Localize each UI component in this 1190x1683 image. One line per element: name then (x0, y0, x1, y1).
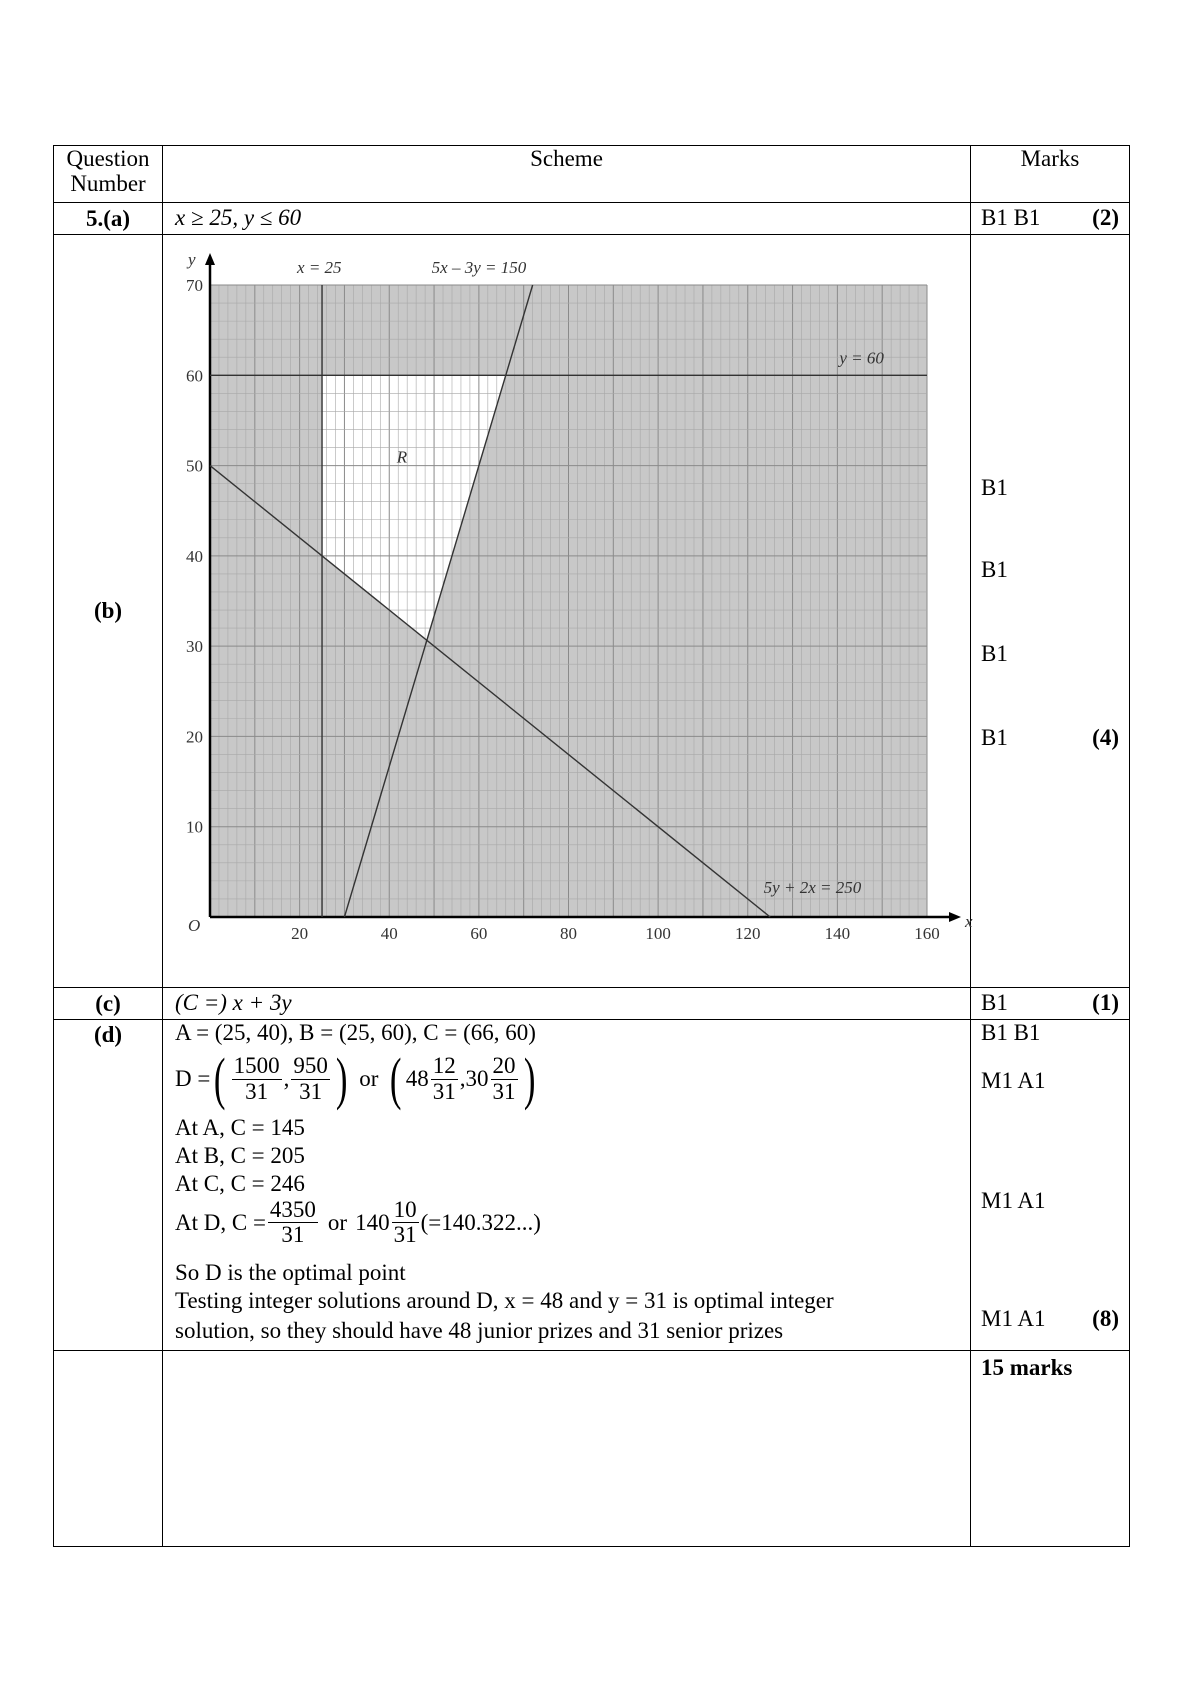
qn-line2: Number (70, 171, 146, 196)
d-frac1: $\frac{1500}{31}$ (233, 1053, 280, 1104)
part-c-label: (c) (54, 988, 163, 1020)
y-tick-label: 40 (186, 546, 203, 566)
part-d-mark-4: M1 A1 (981, 1306, 1046, 1331)
y-axis-arrow (205, 253, 215, 265)
part-b-row (54, 235, 1130, 988)
or-text-2: or (327, 1209, 348, 1235)
d-prefix: D = (175, 1066, 211, 1091)
part-a-label: 5.(a) (54, 203, 163, 235)
x-tick-label: 80 (560, 924, 577, 943)
part-c-marks (971, 988, 1130, 1020)
part-d-mark-1: B1 B1 (981, 1020, 1041, 1045)
part-d-row (54, 1020, 1130, 1351)
part-a-marks (971, 203, 1130, 235)
part-c-mark: B1 (981, 990, 1008, 1015)
part-d-label: (d) (54, 1020, 163, 1351)
total-empty-2 (163, 1351, 971, 1547)
integer-line-1: Testing integer solutions around D, x = 48 and y = 31 is optimal integer (175, 1288, 834, 1313)
optimal-line: So D is the optimal point (175, 1260, 406, 1285)
x-tick-label: 20 (291, 924, 309, 943)
x-tick-label: 160 (914, 924, 940, 943)
qn-line1: Question (66, 146, 150, 171)
d-vertices-line: A = (25, 40), B = (25, 60), C = (66, 60) (175, 1020, 536, 1045)
or-text: or (359, 1066, 379, 1091)
part-b-mark-3: B1 (981, 641, 1008, 666)
y-axis-label: y (188, 250, 196, 269)
part-d-scheme (163, 1020, 971, 1351)
at-b-line: At B, C = 205 (175, 1143, 305, 1168)
part-c-scheme: (C =) x + 3y (163, 988, 971, 1020)
part-d-mark-3: M1 A1 (981, 1188, 1046, 1213)
x-tick-label: 120 (735, 924, 761, 943)
d-point-line: D = ( $\frac{1500}{31}$ , $\frac{950}{31}$ ) or ( 48 $\frac{12}{31}$ , 30 $\frac{20}{31}$ ) (175, 1046, 535, 1111)
part-d-marks (971, 1020, 1130, 1351)
linear-programming-graph (163, 235, 973, 981)
x-axis-label: x (965, 912, 973, 931)
part-b-label: (b) (54, 235, 163, 988)
at-d-line (175, 1198, 541, 1247)
part-b-graph-cell (163, 235, 971, 988)
part-b-total: (4) (1092, 725, 1119, 750)
line-label-1: x = 25 (297, 258, 342, 277)
at-d-mixed-frac: $\frac{10}{31}$ (393, 1197, 417, 1248)
part-b-mark-2: B1 (981, 557, 1008, 582)
x-tick-label: 60 (470, 924, 488, 943)
at-d-frac: $\frac{4350}{31}$ (269, 1197, 316, 1248)
at-d-prefix: At D, C = (175, 1209, 266, 1235)
part-b-marks (971, 235, 1130, 988)
part-a-scheme: x ≥ 25, y ≤ 60 (163, 203, 971, 235)
header-row (54, 146, 1130, 203)
part-a-total: (2) (1092, 205, 1119, 230)
part-c-row (54, 988, 1130, 1020)
question-number-header (54, 146, 163, 203)
y-tick-label: 20 (186, 727, 203, 747)
part-a-row (54, 203, 1130, 235)
d-mixed1-whole: 48 (405, 1066, 429, 1091)
x-tick-label: 100 (645, 924, 671, 943)
total-empty-1 (54, 1351, 163, 1547)
d-mixed2-whole: 30 (465, 1066, 489, 1091)
line-label-3: y = 60 (839, 348, 884, 368)
line-label-4: 5y + 2x = 250 (763, 878, 862, 897)
at-d-whole: 140 (355, 1209, 390, 1235)
at-c-line: At C, C = 246 (175, 1171, 305, 1196)
at-a-line: At A, C = 145 (175, 1115, 305, 1140)
total-row (54, 1351, 1130, 1547)
at-d-decimal: (=140.322...) (420, 1209, 541, 1235)
scheme-header: Scheme (163, 146, 971, 203)
part-a-mark: B1 B1 (981, 205, 1041, 230)
d-mixed1-frac: $\frac{12}{31}$ (432, 1053, 456, 1104)
final-total-cell (971, 1351, 1130, 1547)
integer-line-2: solution, so they should have 48 junior prizes and 31 senior prizes (175, 1318, 784, 1343)
y-tick-label: 70 (186, 276, 203, 295)
y-tick-label: 50 (186, 456, 203, 476)
marks-header: Marks (971, 146, 1130, 203)
x-tick-label: 140 (824, 924, 851, 943)
mark-scheme-table (53, 145, 1130, 1547)
y-tick-label: 60 (186, 366, 203, 386)
y-tick-label: 10 (186, 817, 203, 837)
close-paren: ) (335, 1046, 348, 1111)
d-frac2: $\frac{950}{31}$ (293, 1053, 328, 1104)
region-label: R (396, 447, 408, 467)
d-mixed2-frac: $\frac{20}{31}$ (492, 1053, 516, 1104)
y-tick-label: 30 (186, 637, 203, 657)
x-axis-arrow (949, 912, 961, 922)
part-c-total: (1) (1092, 990, 1119, 1015)
close-paren-2: ) (523, 1046, 535, 1111)
x-tick-label: 40 (380, 924, 398, 943)
origin-label: O (188, 916, 201, 935)
final-total: 15 marks (981, 1355, 1073, 1380)
part-d-mark-2: M1 A1 (981, 1068, 1046, 1093)
open-paren: ( (214, 1046, 226, 1111)
line-label-2: 5x – 3y = 150 (431, 258, 527, 277)
part-b-mark-4: B1 (981, 725, 1008, 750)
part-b-mark-1: B1 (981, 475, 1008, 500)
part-d-total: (8) (1092, 1306, 1119, 1331)
open-paren-2: ( (390, 1046, 402, 1111)
